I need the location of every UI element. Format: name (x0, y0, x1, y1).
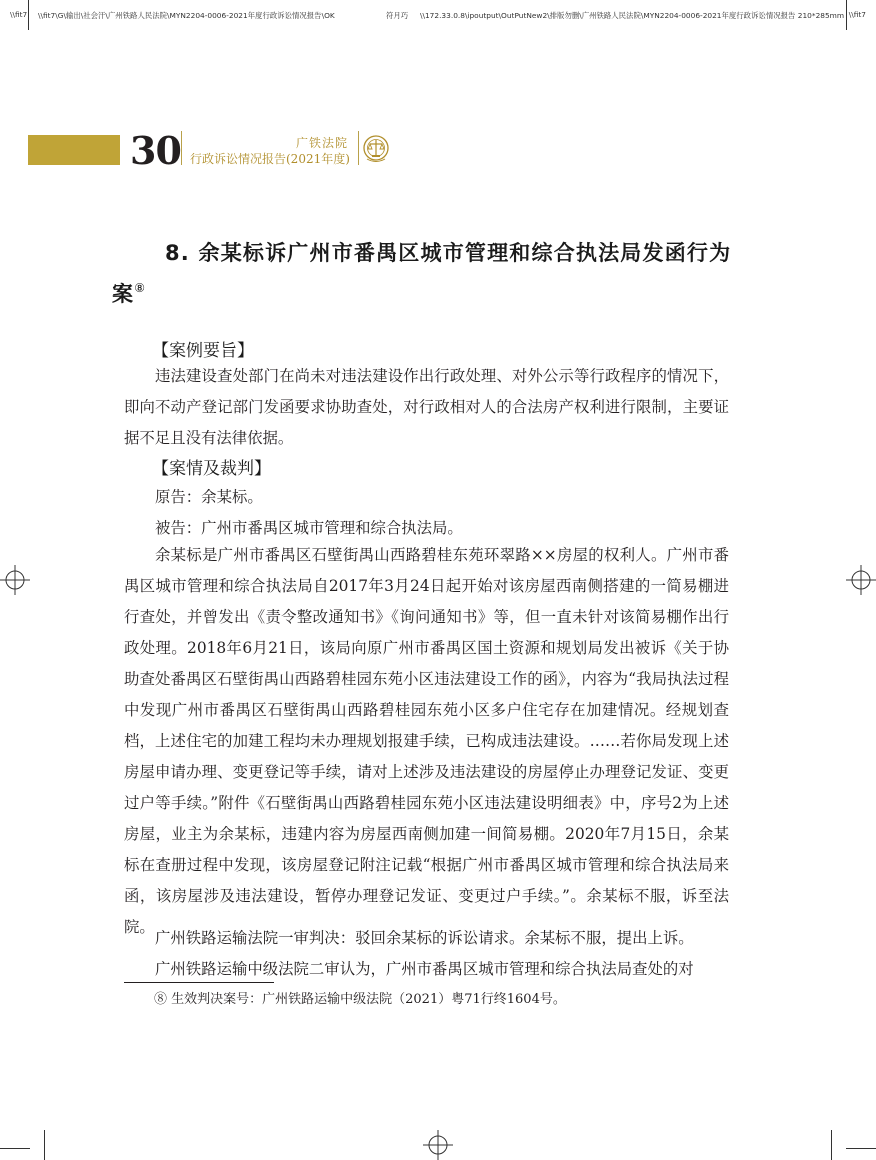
crop-mark-top-right (846, 0, 847, 30)
section-heading-facts: 【案情及裁判】 (152, 459, 271, 479)
case-title-line-1: 8. 余某标诉广州市番禺区城市管理和综合执法局发函行为 (165, 241, 732, 265)
footnote-divider (124, 982, 274, 983)
registration-mark-left (0, 565, 30, 595)
case-title-line-2: 案 (112, 282, 135, 306)
section-heading-summary: 【案例要旨】 (152, 341, 254, 361)
header-report-title: 行政诉讼情况报告(2021年度) (190, 152, 350, 166)
slug-output-path: \\172.33.0.8\ipoutput\OutPutNew2\排版勿删\广州铁路人民法院\MYN2204-0006-2021年度行政诉讼情况报告 210*285mm (420, 11, 845, 20)
crop-mark-bottom-right-h (846, 1148, 876, 1149)
printer-slug (10, 10, 866, 24)
footnote: ⑧ 生效判决案号：广州铁路运输中级法院（2021）粤71行终1604号。 (154, 992, 566, 1007)
summary-paragraph: 违法建设查处部门在尚未对违法建设作出行政处理、对外公示等行政程序的情况下，即向不动产登记部门发函要求协助查处，对行政相对人的合法房产权利进行限制，主要证据不足且没有法律依据。 (124, 367, 729, 447)
defendant-line: 被告：广州市番禺区城市管理和综合执法局。 (155, 519, 463, 537)
court-emblem-icon (362, 133, 390, 165)
header-court-name: 广铁法院 (295, 136, 348, 150)
header-divider-right (358, 131, 359, 165)
page-number: 30 (130, 128, 181, 173)
crop-mark-bottom-right (831, 1130, 832, 1160)
header-divider (181, 131, 182, 165)
registration-mark-right (846, 565, 876, 595)
crop-mark-bottom-left-h (0, 1148, 30, 1149)
second-instance-paragraph: 广州铁路运输中级法院二审认为，广州市番禺区城市管理和综合执法局查处的对 (155, 960, 694, 978)
footnote-reference: ⑧ (134, 281, 145, 295)
case-title (112, 236, 732, 312)
slug-edge-right: \\fit7 (848, 10, 866, 19)
slug-edge-left: \\fit7 (10, 10, 28, 19)
facts-paragraph: 余某标是广州市番禺区石壁街禺山西路碧桂东苑环翠路××房屋的权利人。广州市番禺区城市管理和综合执法局自2017年3月24日起开始对该房屋西南侧搭建的一简易棚进行查处，并曾发出《责令整改通知书》《询问通知书》等，但一直未针对该简易棚作出行政处理。2018年6月21日，该局向原广州市番禺区国土资源和规划局发出被诉《关于协助查处番禺区石壁街禺山西路碧桂园东苑小区违法建设工作的函》，内容为“我局执法过程中发现广州市番禺区石壁街禺山西路碧桂园东苑小区多户住宅存在加建情况。经规划查档，上述住宅的加建工程均未办理规划报建手续，已构成违法建设。……若你局发现上述房屋申请办理、变更登记等手续，请对上述涉及违法建设的房屋停止办理登记发证、变更过户等手续。”附件《石壁街禺山西路碧桂园东苑小区违法建设明细表》中，序号2为上述房屋，业主为余某标，违建内容为房屋西南侧加建一间简易棚。2020年7月15日，余某标在查册过程中发现，该房屋登记附注记载“根据广州市番禺区城市管理和综合执法局来函，该房屋涉及违法建设，暂停办理登记发证、变更过户手续。”。余某标不服，诉至法院。 (124, 546, 729, 936)
registration-mark-bottom (423, 1130, 453, 1160)
crop-mark-top-left (28, 0, 29, 30)
slug-file-path: \\fit7\G\输出\社会汗\广州铁路人民法院\MYN2204-0006-2021年度行政诉讼情况报告\OK (38, 11, 335, 20)
first-instance-paragraph: 广州铁路运输法院一审判决：驳回余某标的诉讼请求。余某标不服，提出上诉。 (155, 929, 694, 947)
header-gold-bar (28, 135, 120, 165)
crop-mark-bottom-left (44, 1130, 45, 1160)
plaintiff-line: 原告：余某标。 (155, 488, 263, 506)
slug-operator: 符月巧 (386, 11, 409, 20)
